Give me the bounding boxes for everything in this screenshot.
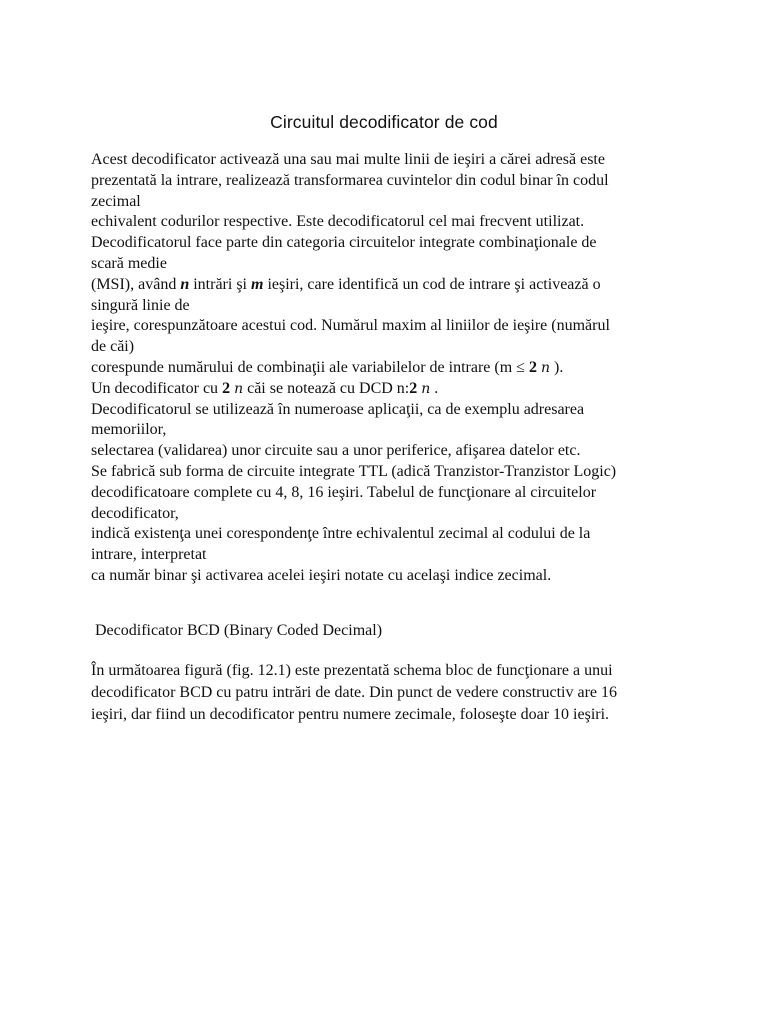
text-line — [91, 379, 691, 400]
text-line: Decodificatorul face parte din categoria circuitelor integrate combinaţionale de — [91, 234, 597, 252]
text-run: corespunde numărului de combinaţii ale variabilelor de intrare (m ≤ — [91, 358, 529, 376]
exponent-n: n — [234, 380, 244, 397]
base-two: 2 — [409, 379, 418, 397]
base-two: 2 — [528, 358, 537, 376]
paragraph-intro — [91, 150, 691, 587]
text-run: ). — [549, 358, 564, 376]
text-line: În următoarea figură (fig. 12.1) este prezentată schema bloc de funcţionare a unui — [91, 662, 613, 679]
variable-m: m — [250, 275, 264, 293]
text-line: zecimal — [91, 192, 141, 210]
paragraph-bcd — [91, 660, 691, 726]
variable-n: n — [180, 275, 190, 293]
section-heading: Decodificator BCD (Binary Coded Decimal) — [95, 622, 383, 639]
exponent-n: n — [540, 359, 550, 376]
text-line: ieşire, corespunzătoare acestui cod. Numărul maxim al liniilor de ieşire (numărul — [91, 317, 610, 335]
text-line: selectarea (validarea) unor circuite sau a unor periferice, afişarea datelor etc. — [91, 442, 581, 460]
text-run: căi se notează cu DCD n: — [243, 379, 410, 397]
text-line: scară medie — [91, 254, 167, 272]
base-two: 2 — [222, 379, 231, 397]
text-run: (MSI), având — [91, 275, 181, 293]
text-line: intrare, interpretat — [91, 546, 207, 564]
text-line: prezentată la intrare, realizează transformarea cuvintelor din codul binar în codul — [91, 171, 609, 189]
text-line: de căi) — [91, 338, 135, 356]
text-line: memoriilor, — [91, 421, 167, 439]
page-title: Circuitul decodificator de cod — [270, 112, 498, 132]
text-run: . — [430, 379, 439, 397]
text-line — [91, 275, 691, 296]
text-line: decodificator BCD cu patru intrări de date. Din punct de vedere constructiv are 16 — [91, 684, 618, 701]
text-line: decodificator, — [91, 504, 179, 522]
text-line: echivalent codurilor respective. Este decodificatorul cel mai frecvent utilizat. — [91, 213, 585, 231]
text-line: Decodificatorul se utilizează în numeroase aplicaţii, ca de exemplu adresarea — [91, 400, 585, 418]
text-run: Un decodificator cu — [91, 379, 223, 397]
exponent-n: n — [421, 380, 431, 397]
text-run: ieşiri, care identifică un cod de intrare şi activează o — [263, 275, 601, 293]
text-line: indică existenţa unei corespondenţe între echivalentul zecimal al codului de la — [91, 525, 591, 543]
text-line: singură linie de — [91, 296, 190, 314]
text-run: intrări şi — [189, 275, 251, 293]
text-line: Se fabrică sub forma de circuite integrate TTL (adică Tranzistor-Tranzistor Logic) — [91, 462, 617, 480]
text-line — [91, 358, 691, 379]
text-line: ieşiri, dar fiind un decodificator pentru numere zecimale, foloseşte doar 10 ieşiri. — [91, 706, 610, 723]
text-line: ca număr binar şi activarea acelei ieşiri notate cu acelaşi indice zecimal. — [91, 566, 552, 584]
text-line: decodificatoare complete cu 4, 8, 16 ieşiri. Tabelul de funcţionare al circuitelor — [91, 483, 597, 501]
text-line: Acest decodificator activează una sau mai multe linii de ieşiri a cărei adresă este — [91, 151, 605, 168]
